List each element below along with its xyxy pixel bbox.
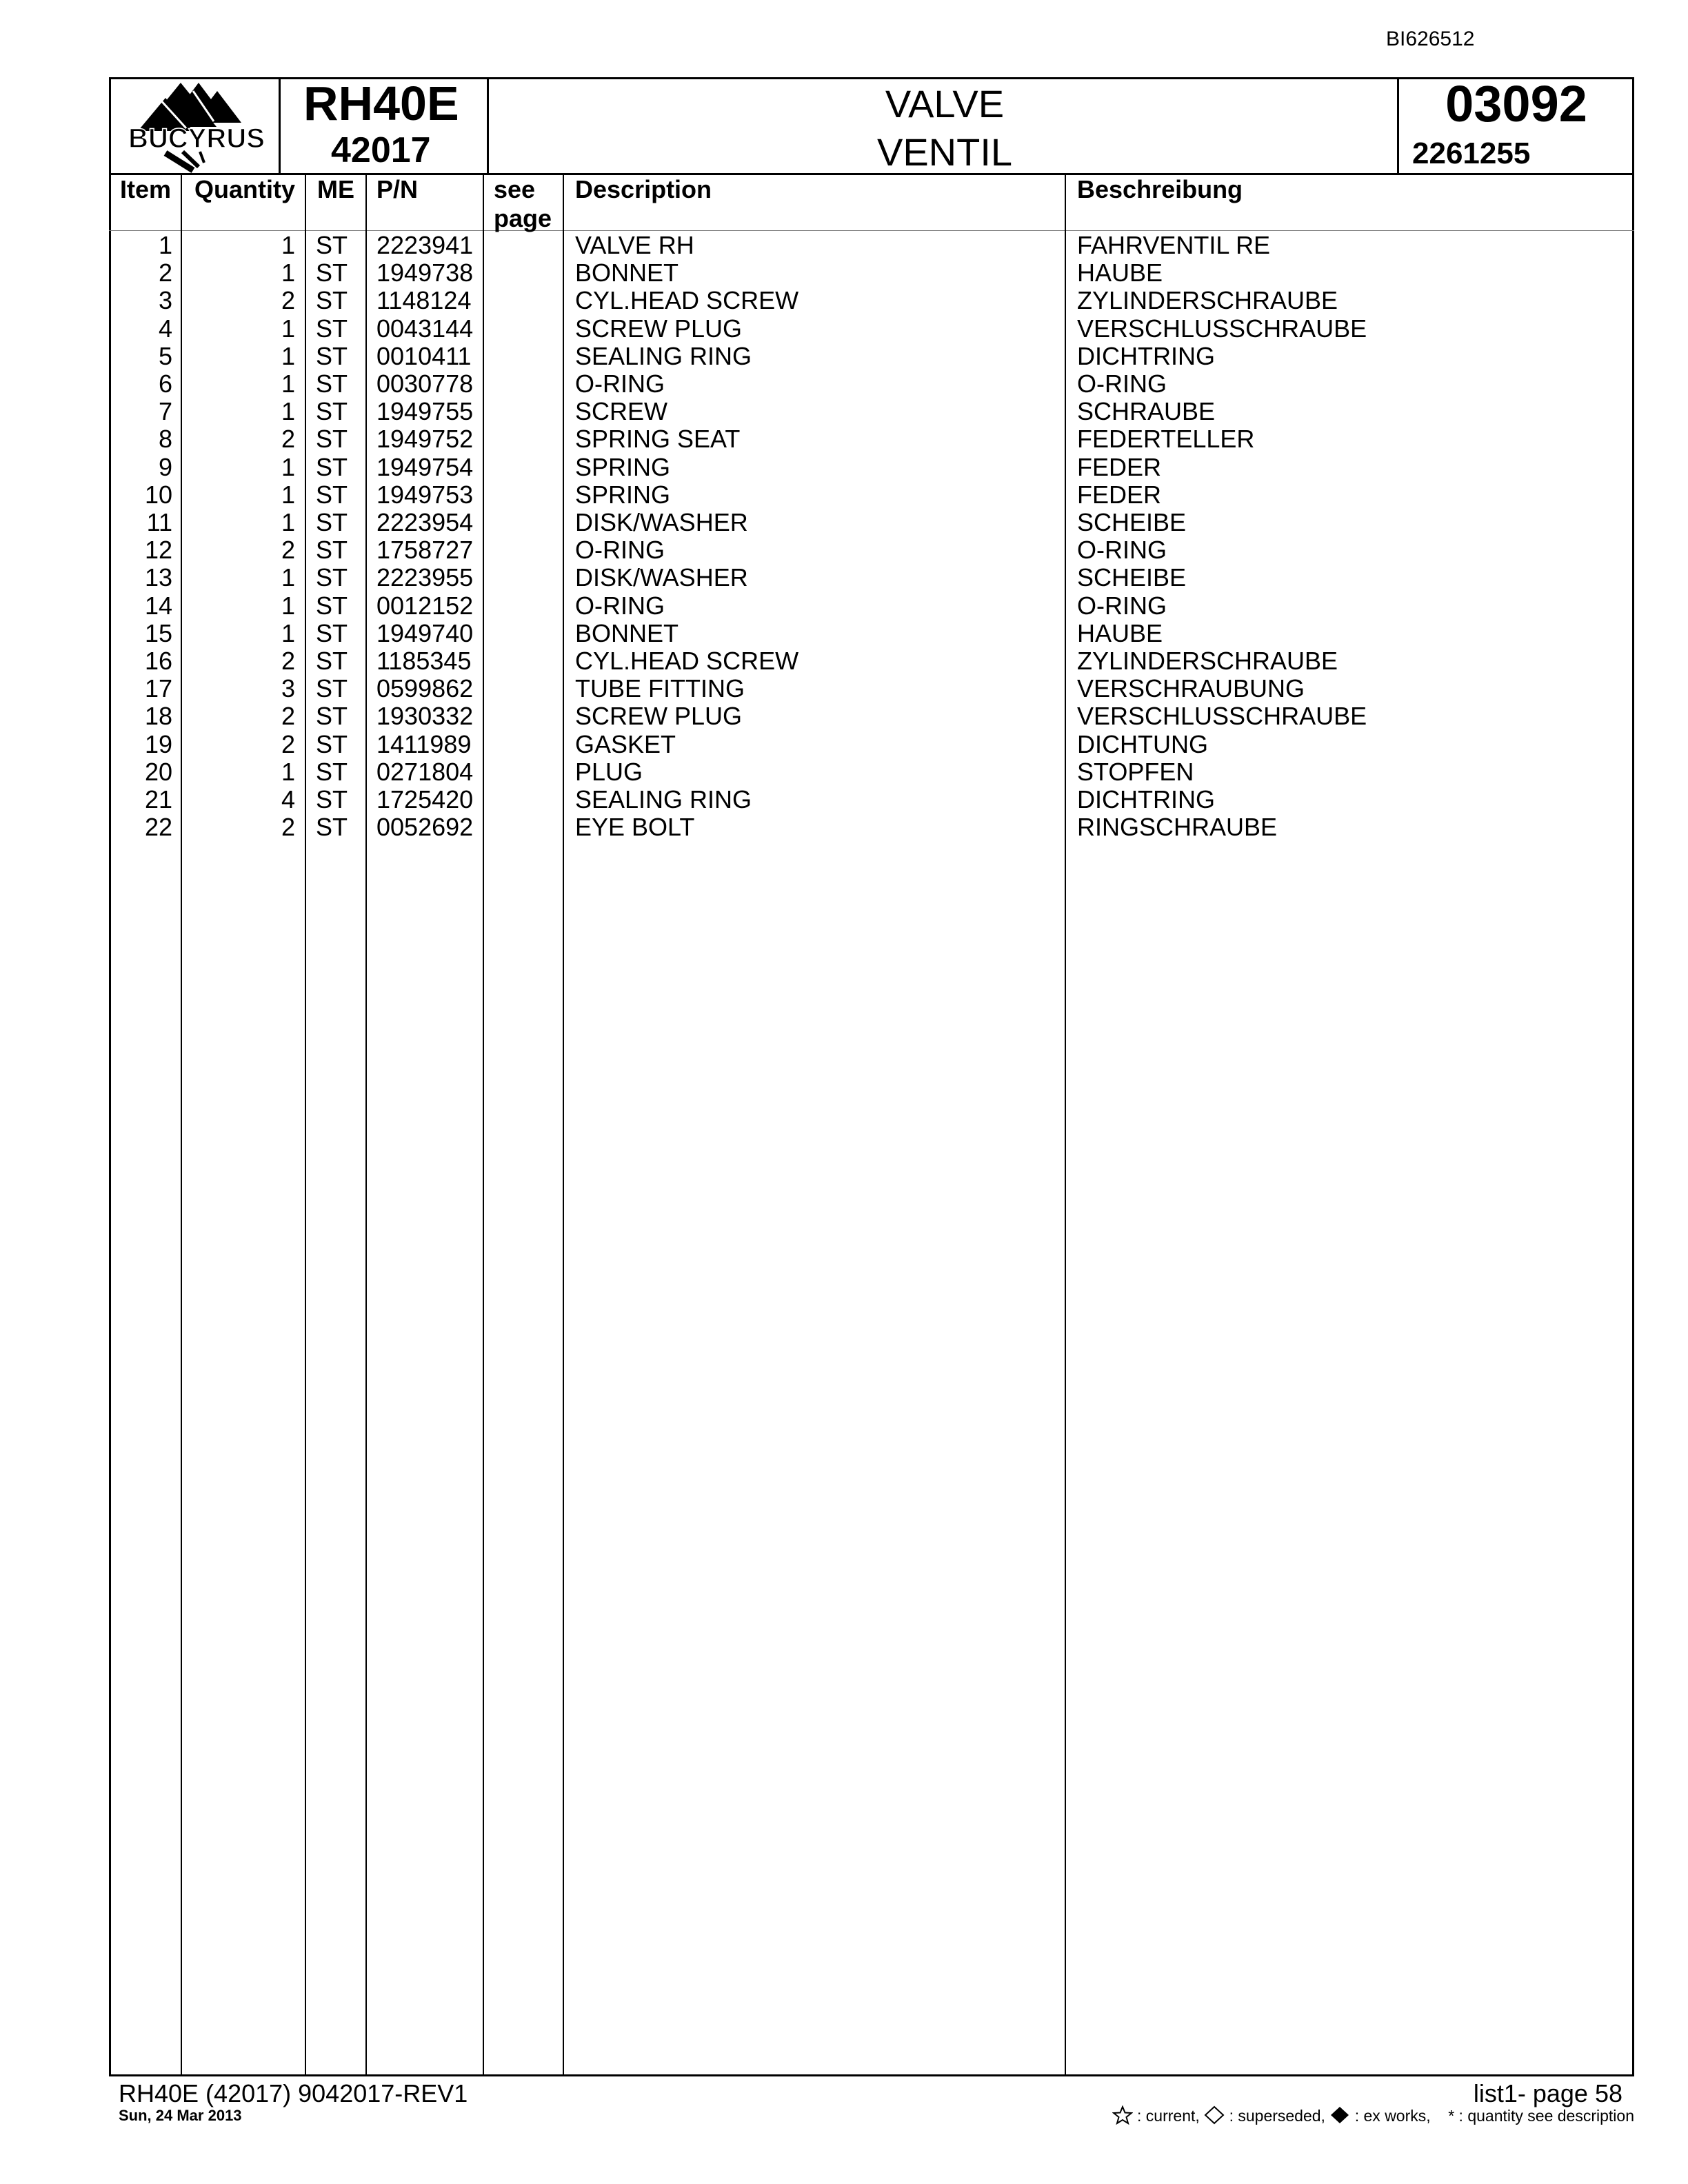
row-me: ST <box>316 618 348 647</box>
row-part-number: 1185345 <box>376 647 472 675</box>
row-item: 6 <box>158 370 172 398</box>
column-header-see: see <box>494 175 536 203</box>
row-item: 14 <box>144 591 172 620</box>
header-separator-model <box>487 77 489 174</box>
row-beschreibung: VERSCHLUSSCHRAUBE <box>1077 702 1367 731</box>
row-me: ST <box>316 425 348 454</box>
row-me: ST <box>316 370 348 398</box>
row-part-number: 0010411 <box>376 341 472 370</box>
table-row <box>0 481 1688 509</box>
group-code: 03092 <box>1445 75 1587 132</box>
row-beschreibung: FEDERTELLER <box>1077 425 1255 454</box>
row-description: SCREW <box>575 397 667 426</box>
row-part-number: 1411989 <box>376 729 472 758</box>
row-beschreibung: DICHTRING <box>1077 785 1215 813</box>
row-quantity: 1 <box>281 563 295 592</box>
table-row <box>0 675 1688 702</box>
star-outline-icon <box>1112 2105 1133 2125</box>
row-me: ST <box>316 231 348 259</box>
row-item: 3 <box>158 286 172 315</box>
table-row <box>0 370 1688 398</box>
table-row <box>0 592 1688 620</box>
row-me: ST <box>316 508 348 536</box>
row-me: ST <box>316 536 348 565</box>
row-quantity: 1 <box>281 231 295 259</box>
row-quantity: 1 <box>281 341 295 370</box>
row-me: ST <box>316 674 348 703</box>
table-row <box>0 232 1688 259</box>
table-row <box>0 454 1688 481</box>
row-beschreibung: STOPFEN <box>1077 757 1194 786</box>
row-beschreibung: SCHEIBE <box>1077 563 1187 592</box>
table-row <box>0 564 1688 592</box>
row-description: BONNET <box>575 618 679 647</box>
row-description: SPRING SEAT <box>575 425 741 454</box>
row-me: ST <box>316 702 348 731</box>
row-part-number: 1949738 <box>376 259 474 287</box>
group-number: 2261255 <box>1412 136 1531 170</box>
row-quantity: 1 <box>281 591 295 620</box>
table-row <box>0 287 1688 314</box>
row-me: ST <box>316 286 348 315</box>
row-beschreibung: O-RING <box>1077 591 1167 620</box>
table-row <box>0 702 1688 730</box>
row-item: 22 <box>144 813 172 842</box>
row-me: ST <box>316 729 348 758</box>
table-row <box>0 509 1688 536</box>
row-part-number: 2223941 <box>376 231 474 259</box>
row-item: 5 <box>158 341 172 370</box>
column-header-quantity: Quantity <box>194 175 296 203</box>
column-header-see-page <box>494 175 552 233</box>
row-item: 15 <box>144 618 172 647</box>
bucyrus-logo <box>117 77 276 174</box>
row-description: CYL.HEAD SCREW <box>575 647 799 675</box>
column-header-page: page <box>494 204 552 232</box>
row-item: 2 <box>158 259 172 287</box>
row-description: CYL.HEAD SCREW <box>575 286 799 315</box>
row-part-number: 1949755 <box>376 397 474 426</box>
row-item: 11 <box>146 508 172 536</box>
row-item: 18 <box>144 702 172 731</box>
footer-document-reference: RH40E (42017) 9042017-REV1 <box>119 2079 468 2107</box>
table-row <box>0 425 1688 453</box>
row-part-number: 1725420 <box>376 785 474 813</box>
table-row <box>0 398 1688 425</box>
row-description: GASKET <box>575 729 676 758</box>
row-description: DISK/WASHER <box>575 563 748 592</box>
row-beschreibung: HAUBE <box>1077 259 1163 287</box>
row-beschreibung: FEDER <box>1077 480 1162 509</box>
row-item: 4 <box>158 314 172 343</box>
row-quantity: 3 <box>281 674 295 703</box>
row-description: SCREW PLUG <box>575 314 743 343</box>
row-me: ST <box>316 341 348 370</box>
row-me: ST <box>316 452 348 481</box>
row-beschreibung: SCHEIBE <box>1077 508 1187 536</box>
row-part-number: 0271804 <box>376 757 474 786</box>
row-beschreibung: FAHRVENTIL RE <box>1077 231 1271 259</box>
row-me: ST <box>316 314 348 343</box>
table-row <box>0 731 1688 758</box>
row-beschreibung: FEDER <box>1077 452 1162 481</box>
row-description: PLUG <box>575 757 643 786</box>
row-beschreibung: O-RING <box>1077 370 1167 398</box>
row-part-number: 1949753 <box>376 480 474 509</box>
machine-model: RH40E <box>303 77 459 130</box>
row-me: ST <box>316 591 348 620</box>
row-beschreibung: VERSCHRAUBUNG <box>1077 674 1305 703</box>
row-description: SEALING RING <box>575 341 752 370</box>
header-separator-logo <box>279 77 281 174</box>
row-part-number: 2223955 <box>376 563 474 592</box>
table-row <box>0 315 1688 343</box>
row-description: SEALING RING <box>575 785 752 813</box>
row-quantity: 2 <box>281 729 295 758</box>
row-part-number: 1148124 <box>376 286 472 315</box>
row-quantity: 1 <box>281 259 295 287</box>
row-part-number: 1758727 <box>376 536 474 565</box>
row-part-number: 0043144 <box>376 314 474 343</box>
row-quantity: 1 <box>281 397 295 426</box>
row-beschreibung: DICHTUNG <box>1077 729 1208 758</box>
row-description: SPRING <box>575 452 671 481</box>
row-me: ST <box>316 480 348 509</box>
logo-wordmark: BUCYRUS <box>128 123 265 154</box>
row-beschreibung: HAUBE <box>1077 618 1163 647</box>
row-beschreibung: DICHTRING <box>1077 341 1215 370</box>
row-quantity: 4 <box>281 785 295 813</box>
row-me: ST <box>316 757 348 786</box>
row-me: ST <box>316 785 348 813</box>
column-header-beschreibung: Beschreibung <box>1077 175 1243 203</box>
row-item: 19 <box>144 729 172 758</box>
row-quantity: 1 <box>281 480 295 509</box>
row-item: 8 <box>158 425 172 454</box>
footer-legend <box>1112 2105 1634 2125</box>
row-beschreibung: ZYLINDERSCHRAUBE <box>1077 286 1338 315</box>
row-description: VALVE RH <box>575 231 694 259</box>
row-quantity: 2 <box>281 286 295 315</box>
row-quantity: 2 <box>281 813 295 842</box>
column-header-description: Description <box>575 175 712 203</box>
row-item: 9 <box>158 452 172 481</box>
row-quantity: 1 <box>281 618 295 647</box>
row-beschreibung: VERSCHLUSSCHRAUBE <box>1077 314 1367 343</box>
row-quantity: 2 <box>281 647 295 675</box>
legend-ex-works: : ex works, <box>1354 2107 1431 2125</box>
row-quantity: 1 <box>281 508 295 536</box>
table-row <box>0 786 1688 813</box>
row-description: O-RING <box>575 536 665 565</box>
footer-page-number: list1- page 58 <box>1473 2079 1622 2107</box>
row-beschreibung: SCHRAUBE <box>1077 397 1216 426</box>
table-row <box>0 813 1688 841</box>
row-part-number: 0030778 <box>376 370 474 398</box>
row-beschreibung: O-RING <box>1077 536 1167 565</box>
row-item: 7 <box>158 397 172 426</box>
row-me: ST <box>316 397 348 426</box>
column-header-pn: P/N <box>376 175 419 203</box>
machine-serial: 42017 <box>331 130 431 170</box>
row-part-number: 1949740 <box>376 618 474 647</box>
row-description: O-RING <box>575 370 665 398</box>
row-item: 10 <box>144 480 172 509</box>
table-row <box>0 758 1688 786</box>
row-item: 1 <box>158 231 172 259</box>
row-item: 12 <box>144 536 172 565</box>
diamond-filled-icon <box>1329 2105 1350 2125</box>
title-german: VENTIL <box>876 130 1013 174</box>
row-quantity: 1 <box>281 452 295 481</box>
row-description: TUBE FITTING <box>575 674 745 703</box>
row-description: DISK/WASHER <box>575 508 748 536</box>
table-row <box>0 620 1688 647</box>
row-quantity: 2 <box>281 536 295 565</box>
row-part-number: 1930332 <box>376 702 474 731</box>
row-me: ST <box>316 259 348 287</box>
table-row <box>0 536 1688 564</box>
title-english: VALVE <box>885 82 1005 125</box>
table-row <box>0 343 1688 370</box>
row-quantity: 1 <box>281 370 295 398</box>
row-description: SPRING <box>575 480 671 509</box>
row-part-number: 0599862 <box>376 674 474 703</box>
row-me: ST <box>316 647 348 675</box>
row-part-number: 0052692 <box>376 813 474 842</box>
row-item: 20 <box>144 757 172 786</box>
row-item: 13 <box>144 563 172 592</box>
row-me: ST <box>316 563 348 592</box>
row-part-number: 1949754 <box>376 452 474 481</box>
row-quantity: 1 <box>281 314 295 343</box>
row-part-number: 0012152 <box>376 591 474 620</box>
row-item: 21 <box>144 785 172 813</box>
row-quantity: 2 <box>281 425 295 454</box>
row-part-number: 2223954 <box>376 508 474 536</box>
row-beschreibung: ZYLINDERSCHRAUBE <box>1077 647 1338 675</box>
column-header-item: Item <box>120 175 172 203</box>
row-quantity: 1 <box>281 757 295 786</box>
table-row <box>0 259 1688 287</box>
footer-date: Sun, 24 Mar 2013 <box>119 2107 242 2124</box>
row-beschreibung: RINGSCHRAUBE <box>1077 813 1278 842</box>
legend-quantity: * : quantity see description <box>1448 2107 1634 2125</box>
row-description: BONNET <box>575 259 679 287</box>
row-item: 17 <box>144 674 172 703</box>
row-description: EYE BOLT <box>575 813 695 842</box>
row-description: O-RING <box>575 591 665 620</box>
document-id: BI626512 <box>1386 28 1475 50</box>
row-description: SCREW PLUG <box>575 702 743 731</box>
diamond-outline-icon <box>1204 2105 1225 2125</box>
row-item: 16 <box>144 647 172 675</box>
column-header-me: ME <box>317 175 354 203</box>
row-quantity: 2 <box>281 702 295 731</box>
legend-superseded: : superseded, <box>1229 2107 1325 2125</box>
row-part-number: 1949752 <box>376 425 474 454</box>
legend-current: : current, <box>1137 2107 1200 2125</box>
row-me: ST <box>316 813 348 842</box>
table-row <box>0 647 1688 675</box>
